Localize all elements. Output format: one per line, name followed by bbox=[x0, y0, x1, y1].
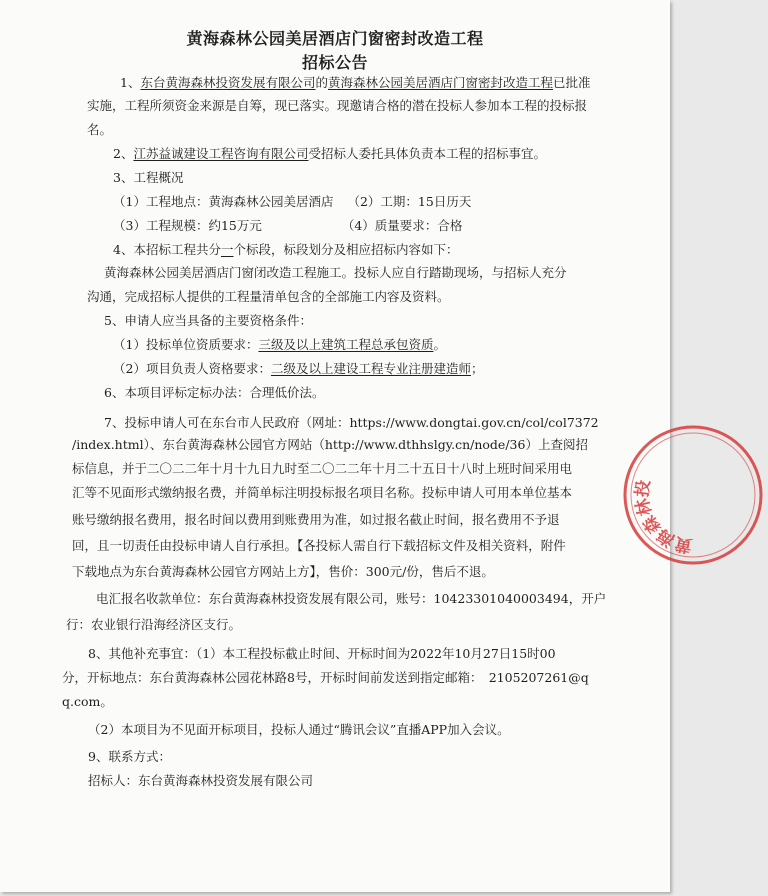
text-fragment: 。 bbox=[433, 337, 446, 352]
text-fragment: 分，开标地点：东台黄海森林公园花林路8号，开标时间前发送到指定邮箱： 2105207261@q bbox=[62, 670, 589, 685]
paragraph-line bbox=[104, 313, 312, 329]
text-fragment: 招标人：东台黄海森林投资发展有限公司 bbox=[88, 773, 314, 788]
paragraph-line bbox=[72, 461, 572, 477]
text-fragment: 沟通，完成招标人提供的工程量清单包含的全部施工内容及资料。 bbox=[87, 289, 450, 304]
tenderer-name: 东台黄海森林投资发展有限公司 bbox=[140, 75, 316, 90]
svg-text:黄海森林投: 黄海森林投 bbox=[632, 478, 694, 556]
text-fragment: 下载地点为东台黄海森林公园官方网站上方】，售价：300元/份，售后不退。 bbox=[72, 564, 494, 579]
text-fragment: 账号缴纳报名费用，报名时间以费用到账费用为准，如过报名截止时间，报名费用不予退 bbox=[72, 512, 560, 527]
paragraph-line bbox=[88, 773, 313, 789]
text-fragment: 回，且一切责任由投标申请人自行承担。【各投标人需自行下载招标文件及相关资料，附件 bbox=[72, 538, 566, 553]
text-fragment: （2）本项目为不见面开标项目，投标人通过“腾讯会议”直播APP加入会议。 bbox=[88, 722, 510, 737]
paragraph-line bbox=[113, 242, 459, 258]
project-location: （1）工程地点：黄海森林公园美居酒店 bbox=[113, 194, 334, 209]
paragraph-line bbox=[88, 722, 510, 738]
paragraph-line bbox=[62, 694, 113, 710]
text-fragment: 电汇报名收款单位：东台黄海森林投资发展有限公司，账号：10423301040003494，开户 bbox=[96, 591, 607, 606]
text-fragment: 汇等不见面形式缴纳报名费，并简单标注明投标报名项目名称。投标申请人可用本单位基本 bbox=[72, 485, 573, 500]
text-fragment: （1）投标单位资质要求： bbox=[113, 337, 259, 352]
text-fragment: 行：农业银行沿海经济区支行。 bbox=[66, 617, 242, 632]
text-fragment: 实施，工程所须资金来源是自筹，现已落实。现邀请合格的潜在投标人参加本工程的投标报 bbox=[87, 98, 588, 113]
paragraph-line bbox=[62, 670, 589, 686]
text-fragment: 名。 bbox=[87, 122, 113, 137]
document-subtitle: 招标公告 bbox=[301, 53, 368, 72]
text-fragment: 8、其他补充事宜：（1）本工程投标截止时间、开标时间为2022年10月27日15时00 bbox=[88, 646, 556, 661]
manager-qualification: 二级及以上建设工程专业注册建造师 bbox=[270, 361, 471, 376]
paragraph-line bbox=[113, 194, 471, 210]
text-fragment: 受招标人委托具体负责本工程的招标事宜。 bbox=[308, 146, 546, 161]
text-fragment: ； bbox=[470, 361, 484, 376]
agency-name: 江苏益诚建设工程咨询有限公司 bbox=[133, 146, 309, 161]
project-scale: （3）工程规模：约15万元 bbox=[113, 218, 262, 233]
text-fragment: 标信息，并于二〇二二年十月十九日九时至二〇二二年十月二十五日十八时上班时间采用电 bbox=[72, 461, 573, 476]
section-count: 一 bbox=[220, 242, 234, 257]
text-fragment: 5、申请人应当具备的主要资格条件： bbox=[104, 313, 312, 328]
paragraph-line bbox=[113, 361, 484, 377]
quality-requirement: （4）质量要求：合格 bbox=[341, 218, 463, 233]
text-fragment: 3、工程概况 bbox=[113, 170, 184, 185]
text-fragment: （2）项目负责人资格要求： bbox=[113, 361, 271, 376]
paragraph-line bbox=[113, 337, 446, 353]
paragraph-line bbox=[72, 538, 566, 554]
paragraph-line bbox=[88, 646, 556, 662]
paragraph-line bbox=[113, 218, 462, 234]
paragraph-line bbox=[120, 75, 591, 91]
paragraph-line bbox=[72, 437, 588, 453]
paragraph-line bbox=[96, 591, 606, 607]
text-fragment: 个标段，标段划分及相应招标内容如下： bbox=[233, 242, 459, 257]
item-number: 1、 bbox=[120, 75, 141, 90]
paragraph-line bbox=[72, 512, 560, 528]
project-name: 黄海森林公园美居酒店门窗密封改造工程 bbox=[327, 75, 553, 90]
paragraph-line bbox=[88, 749, 171, 765]
document-title: 黄海森林公园美居酒店门窗密封改造工程 bbox=[186, 29, 484, 48]
paragraph-line bbox=[72, 485, 572, 501]
paragraph-line bbox=[104, 265, 567, 281]
paragraph-line bbox=[87, 122, 112, 138]
company-qualification: 三级及以上建筑工程总承包资质 bbox=[258, 337, 434, 352]
paragraph-line bbox=[66, 617, 241, 633]
text-fragment: q.com。 bbox=[62, 694, 113, 709]
item-number: 2、 bbox=[113, 146, 134, 161]
company-seal bbox=[618, 420, 768, 570]
paragraph-line bbox=[87, 98, 587, 114]
project-duration: （2）工期：15日历天 bbox=[347, 194, 472, 209]
text-fragment: 6、本项目评标定标办法：合理低价法。 bbox=[104, 385, 325, 400]
paragraph-line bbox=[87, 289, 450, 305]
text-fragment: 的 bbox=[315, 75, 328, 90]
text-fragment: 黄海森林公园美居酒店门窗闭改造工程施工。投标人应自行踏勘现场，与招标人充分 bbox=[104, 265, 567, 280]
text-fragment: /index.html）、东台黄海森林公园官方网站（http://www.dthhslgy.cn/node/36）上查阅招 bbox=[72, 437, 588, 452]
text-fragment: 4、本招标工程共分 bbox=[113, 242, 221, 257]
paragraph-line bbox=[113, 146, 546, 162]
paragraph-line bbox=[104, 385, 324, 401]
paragraph-line bbox=[104, 415, 599, 431]
text-fragment: 9、联系方式： bbox=[88, 749, 171, 764]
text-fragment: 7、投标申请人可在东台市人民政府（网址：https://www.dongtai.gov.cn/col/col7372 bbox=[104, 415, 599, 430]
text-fragment: 已批准 bbox=[553, 75, 591, 90]
paragraph-line bbox=[113, 170, 183, 186]
paragraph-line bbox=[72, 564, 494, 580]
